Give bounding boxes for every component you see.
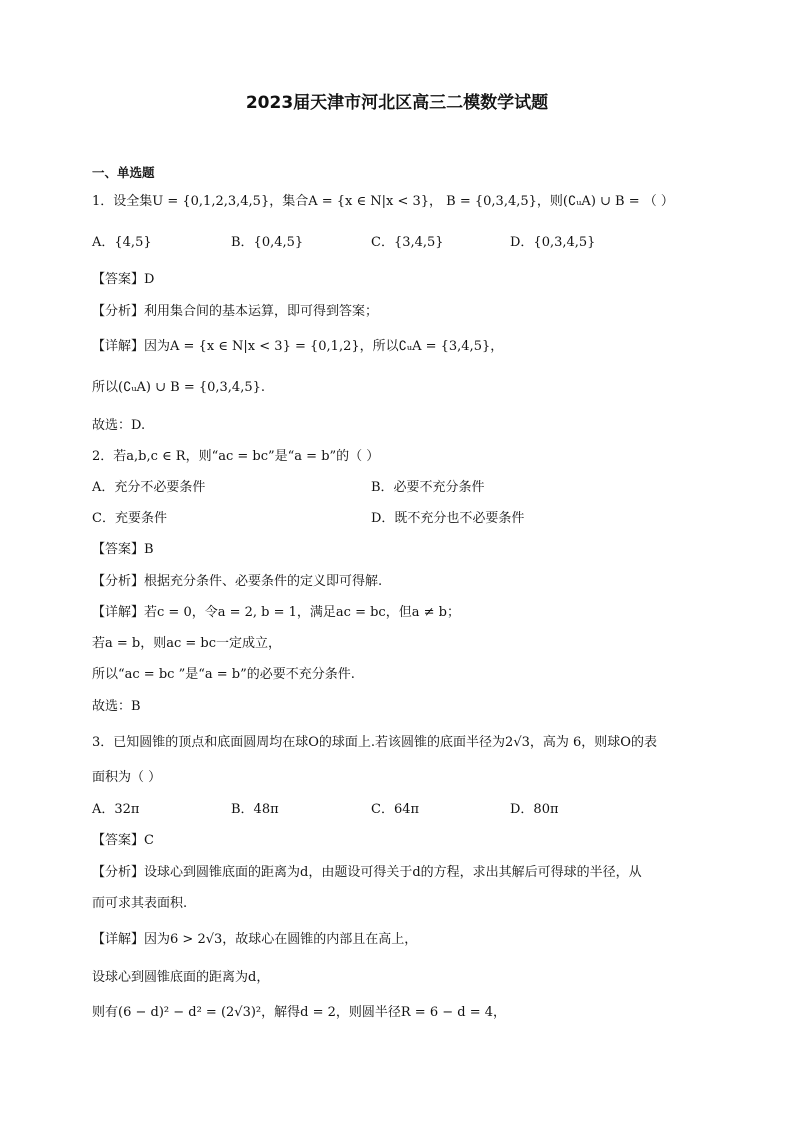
- q2-option-b: B．必要不充分条件: [371, 480, 485, 495]
- answer-tag: 【答案】: [92, 272, 145, 287]
- q3-analysis: [92, 863, 642, 883]
- q3-answer-value: C: [144, 833, 154, 848]
- q2-detail-3: 所以“ac = bc ”是“a = b”的必要不充分条件.: [92, 667, 355, 682]
- q1-analysis-text: 利用集合间的基本运算，即可得到答案；: [144, 304, 379, 319]
- q1-option-b: B．{0,4,5}: [231, 235, 304, 250]
- q2-answer: [92, 540, 154, 560]
- q3-detail-2: 设球心到圆锥底面的距离为d，: [92, 970, 270, 985]
- q1-detail: [92, 337, 503, 357]
- q3-analysis-2: 而可求其表面积.: [92, 896, 188, 911]
- q3-option-d: D．80π: [510, 802, 559, 817]
- q3-detail: [92, 930, 417, 950]
- q2-detail-text: 若c = 0，令a = 2, b = 1，满足ac = bc，但a ≠ b；: [144, 605, 460, 620]
- q2-option-d: D．既不充分也不必要条件: [371, 511, 525, 526]
- q1-option-a: A．{4,5}: [92, 235, 152, 250]
- answer-tag: 【答案】: [92, 542, 145, 557]
- q1-detail-2: 所以(∁ᵤA) ∪ B = {0,3,4,5}.: [92, 380, 266, 395]
- q1-answer-value: D: [144, 272, 155, 287]
- q1-choose: 故选：D.: [92, 418, 146, 433]
- q1-option-c: C．{3,4,5}: [371, 235, 444, 250]
- q1-option-d: D．{0,3,4,5}: [510, 235, 596, 250]
- answer-tag: 【答案】: [92, 833, 145, 848]
- q3-detail-text: 因为6 > 2√3，故球心在圆锥的内部且在高上，: [144, 932, 418, 947]
- q2-analysis: [92, 572, 382, 592]
- analysis-tag: 【分析】: [92, 304, 145, 319]
- q3-stem: 3．已知圆锥的顶点和底面圆周均在球O的球面上.若该圆锥的底面半径为2√3，高为 6，则球O的表: [92, 735, 657, 750]
- q1-stem: 1．设全集U = {0,1,2,3,4,5}，集合A = {x ∈ N|x < 3}， B = {0,3,4,5}，则(∁ᵤA) ∪ B = （ ）: [92, 194, 674, 209]
- q2-choose: 故选：B: [92, 699, 141, 714]
- q3-stem-2: 面积为（ ）: [92, 770, 162, 785]
- q2-detail: [92, 603, 460, 623]
- q3-detail-3: 则有(6 − d)² − d² = (2√3)²，解得d = 2，则圆半径R = 6 − d = 4，: [92, 1005, 507, 1020]
- detail-tag: 【详解】: [92, 932, 145, 947]
- q2-detail-2: 若a = b，则ac = bc一定成立，: [92, 636, 282, 651]
- q3-option-b: B．48π: [231, 802, 279, 817]
- detail-tag: 【详解】: [92, 339, 145, 354]
- q3-answer: [92, 831, 154, 851]
- detail-tag: 【详解】: [92, 605, 145, 620]
- q3-analysis-text: 设球心到圆锥底面的距离为d，由题设可得关于d的方程，求出其解后可得球的半径，从: [144, 865, 642, 880]
- q2-option-a: A．充分不必要条件: [92, 480, 206, 495]
- document-title: 2023届天津市河北区高三二模数学试题: [245, 93, 549, 113]
- q2-answer-value: B: [144, 542, 154, 557]
- analysis-tag: 【分析】: [92, 865, 145, 880]
- q1-analysis: [92, 302, 378, 322]
- q3-option-c: C．64π: [371, 802, 420, 817]
- analysis-tag: 【分析】: [92, 574, 145, 589]
- q1-detail-text: 因为A = {x ∈ N|x < 3} = {0,1,2}，所以∁ᵤA = {3,4,5}，: [144, 339, 504, 354]
- q2-stem: 2．若a,b,c ∈ R，则“ac = bc”是“a = b”的（ ）: [92, 449, 380, 464]
- q3-option-a: A．32π: [92, 802, 140, 817]
- section-heading: 一、单选题: [92, 165, 155, 180]
- q2-analysis-text: 根据充分条件、必要条件的定义即可得解.: [144, 574, 383, 589]
- q2-option-c: C．充要条件: [92, 511, 167, 526]
- q1-answer: [92, 270, 154, 290]
